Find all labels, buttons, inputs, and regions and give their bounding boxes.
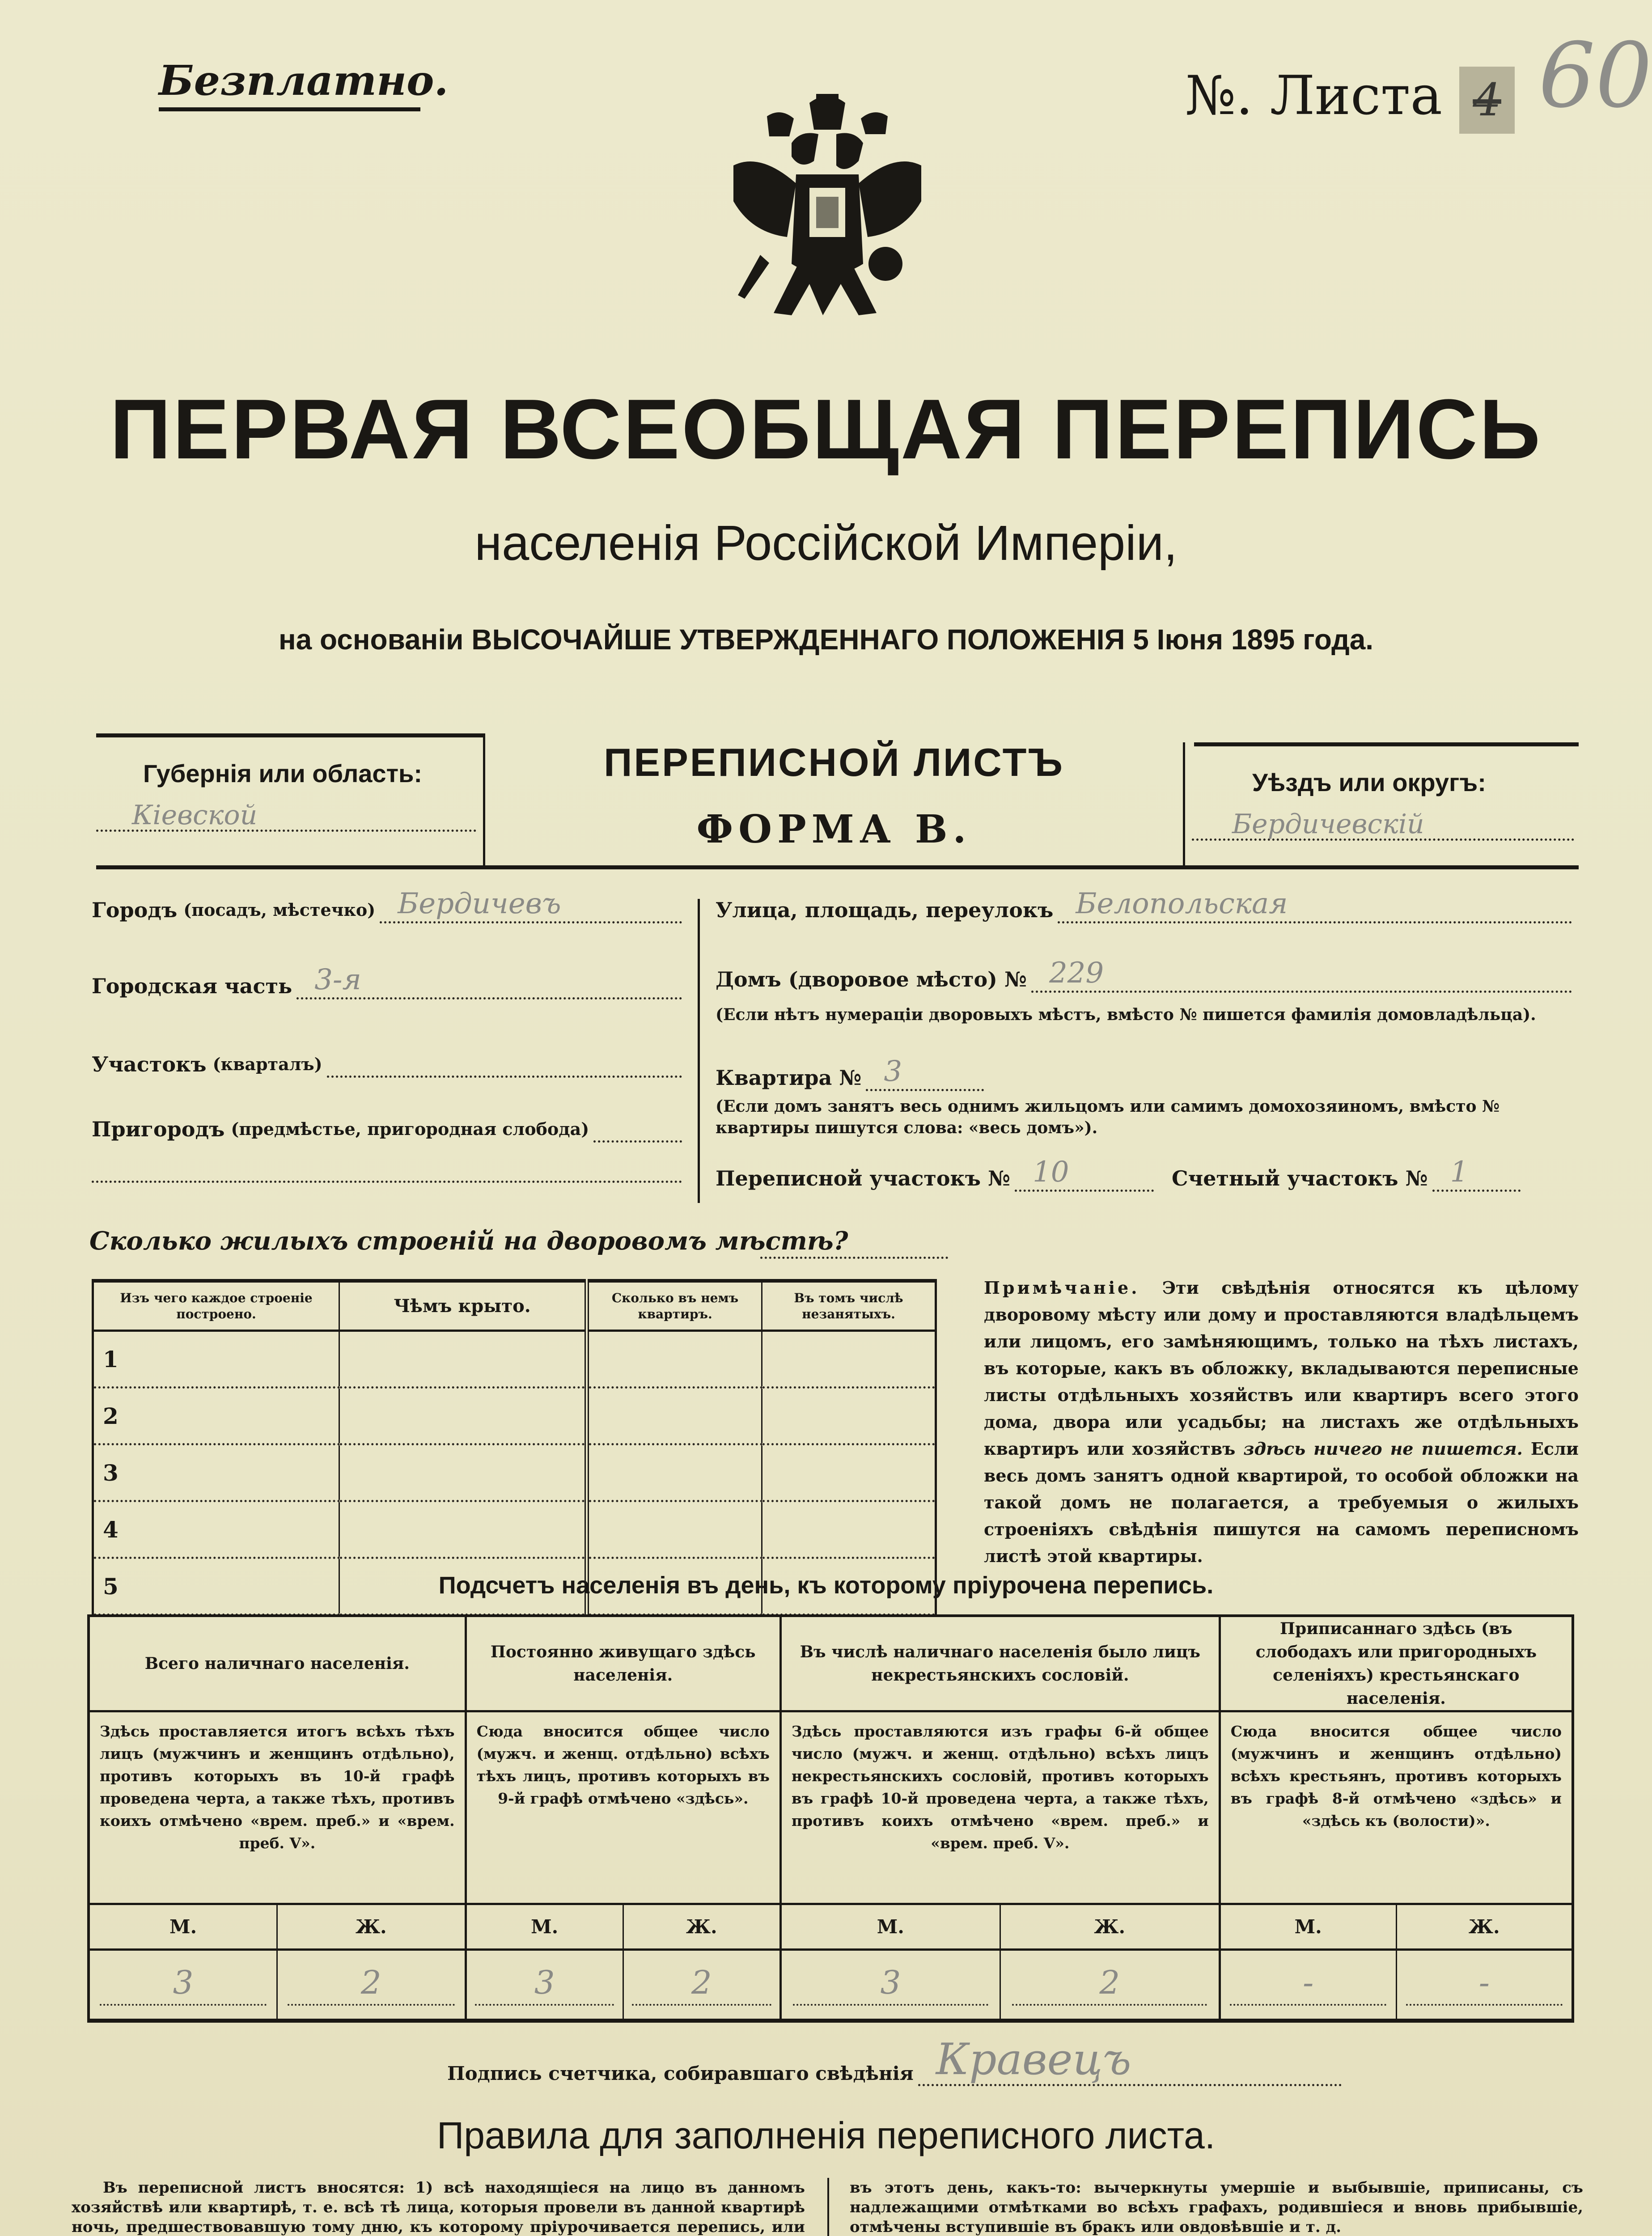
count-district-label: Счетный участокъ № (1172, 1166, 1428, 1190)
table-cell[interactable] (339, 1331, 587, 1388)
male-header: М. (89, 1904, 277, 1950)
suburb-extra-line[interactable] (92, 1176, 682, 1183)
suburb-hint: (предмѣстье, пригородная слобода) (231, 1119, 589, 1139)
table-cell[interactable] (587, 1444, 762, 1501)
count-district-value: 1 (1450, 1156, 1469, 1189)
guberniya-label: Губернія или область: (143, 759, 423, 788)
pop-desc-peasant: Сюда вносится общее число (мужчинъ и женщинъ отдѣльно) всѣхъ крестьянъ, противъ которыхъ въ графѣ 8-й отмѣчено «здѣсь» и «здѣсь къ (волости)». (1220, 1711, 1573, 1904)
buildings-col-vacant: Въ томъ числѣ незанятыхъ. (762, 1281, 936, 1331)
free-underline (159, 107, 420, 111)
rule (1194, 742, 1579, 746)
count-district-input[interactable] (1432, 1156, 1521, 1192)
table-cell[interactable] (587, 1331, 762, 1388)
rules-right-column (850, 2178, 1583, 2236)
city-value: Бердичевъ (398, 887, 561, 920)
district-field[interactable] (92, 963, 682, 999)
peasant-male-cell[interactable] (1220, 1950, 1396, 2021)
street-field[interactable] (716, 887, 1572, 923)
block-field[interactable] (92, 1049, 682, 1078)
city-field[interactable] (92, 887, 682, 923)
male-header: М. (466, 1904, 623, 1950)
apartment-note: (Если домъ занятъ весь однимъ жильцомъ или самимъ домохозяиномъ, вмѣсто № квартиры пишутся слова: «весь домъ»). (716, 1097, 1500, 1137)
rule (698, 899, 700, 1203)
table-cell[interactable] (339, 1444, 587, 1501)
street-value: Белопольская (1076, 887, 1288, 920)
enumerator-signature-field[interactable] (447, 2034, 1342, 2086)
total-male-value: 3 (100, 1964, 267, 2006)
uezd-value: Бердичевскій (1232, 809, 1424, 840)
total-female-value: 2 (288, 1964, 455, 2006)
pop-desc-permanent: Сюда вносится общее число (мужч. и женщ. отдѣльно) всѣхъ тѣхъ лицъ, противъ которыхъ въ 9-й графѣ отмѣчено «здѣсь». (466, 1711, 780, 1904)
guberniya-field[interactable] (96, 800, 476, 832)
district-input[interactable] (297, 963, 682, 999)
block-label: Участокъ (92, 1052, 207, 1076)
sheet-number-old-value: 4 (1459, 67, 1515, 134)
apartment-field[interactable] (716, 1055, 984, 1091)
pop-head-peasant: Приписаннаго здѣсь (въ слободахъ или пригородныхъ селеніяхъ) крестьянскаго населенія. (1220, 1616, 1573, 1711)
nonpeasant-male-value: 3 (793, 1964, 988, 2006)
signature-input[interactable] (918, 2034, 1342, 2086)
note-text-2: Если весь домъ занятъ одной квартирой, то особой обложки на такой домъ не полагается, а требуемыя о жилыхъ строеніяхъ свѣдѣнія пишутся на самомъ переписномъ листѣ этой квартиры. (984, 1439, 1579, 1566)
table-cell[interactable] (339, 1388, 587, 1444)
census-district-field[interactable] (716, 1156, 1154, 1192)
row-number: 5 (93, 1558, 339, 1615)
row-number: 4 (93, 1501, 339, 1558)
sheet-number-handwritten: 60 (1538, 24, 1652, 128)
street-input[interactable] (1058, 887, 1572, 923)
table-cell[interactable] (339, 1501, 587, 1558)
male-header: М. (1220, 1904, 1396, 1950)
suburb-input[interactable] (593, 1114, 682, 1143)
female-header: Ж. (277, 1904, 466, 1950)
count-district-field[interactable] (1172, 1156, 1521, 1192)
pop-head-permanent: Постоянно живущаго здѣсь населенія. (466, 1616, 780, 1711)
block-input[interactable] (327, 1049, 682, 1078)
house-label: Домъ (дворовое мѣсто) № (716, 967, 1027, 991)
apartment-label: Квартира № (716, 1066, 862, 1090)
house-field[interactable] (716, 957, 1572, 993)
note-heading: Примѣчаніе. (984, 1278, 1140, 1298)
uezd-field[interactable] (1192, 809, 1574, 841)
apartment-value: 3 (884, 1055, 902, 1088)
rules-paragraph: въ этотъ день, какъ-то: вычеркнуты умершіе и выбывшіе, приписаны, съ надлежащими отмѣтками во всѣхъ графахъ, родившіеся и вновь прибывшіе, отмѣчены вступившіе въ бракъ или овдовѣвшіе и т. д. (850, 2179, 1583, 2236)
nonpeasant-male-cell[interactable] (780, 1950, 1000, 2021)
permanent-female-cell[interactable] (623, 1950, 780, 2021)
city-input[interactable] (380, 887, 682, 923)
note-paragraph (984, 1275, 1579, 1570)
legal-basis: на основаніи ВЫСОЧАЙШЕ УТВЕРЖДЕННАГО ПОЛОЖЕНІЯ 5 Іюня 1895 года. (278, 623, 1374, 656)
table-cell[interactable] (762, 1331, 936, 1388)
row-number: 1 (93, 1331, 339, 1388)
suburb-label: Пригородъ (92, 1117, 225, 1141)
uezd-label: Уѣздъ или округъ: (1252, 768, 1486, 796)
census-district-value: 10 (1033, 1156, 1069, 1189)
census-district-input[interactable] (1015, 1156, 1154, 1192)
house-value: 229 (1049, 957, 1104, 990)
row-number: 2 (93, 1388, 339, 1444)
guberniya-value: Кіевской (132, 800, 258, 831)
population-title: Подсчетъ населенія въ день, къ которому пріурочена перепись. (438, 1572, 1214, 1599)
page-subtitle: населенія Россійской Имперіи, (474, 516, 1178, 571)
buildings-answer-input[interactable] (760, 1252, 948, 1259)
rule (1183, 742, 1185, 868)
street-label: Улица, площадь, переулокъ (716, 898, 1054, 922)
rule (483, 733, 485, 868)
male-header: М. (780, 1904, 1000, 1950)
table-cell[interactable] (587, 1388, 762, 1444)
sheet-number (1185, 63, 1515, 134)
buildings-col-apartments: Сколько въ немъ квартиръ. (587, 1281, 762, 1331)
page-title: ПЕРВАЯ ВСЕОБЩАЯ ПЕРЕПИСЬ (110, 382, 1542, 477)
suburb-field[interactable] (92, 1114, 682, 1143)
table-row (93, 1444, 936, 1501)
female-header: Ж. (623, 1904, 780, 1950)
female-header: Ж. (1396, 1904, 1573, 1950)
pop-desc-total: Здѣсь проставляется итогъ всѣхъ тѣхъ лицъ (мужчинъ и женщинъ отдѣльно), противъ которыхъ въ 10-й графѣ проведена черта, а также тѣхъ, противъ коихъ отмѣчено «врем. преб.» и «врем. преб. V». (89, 1711, 466, 1904)
rules-left-column (72, 2178, 805, 2236)
signature-label: Подпись счетчика, собиравшаго свѣдѣнія (447, 2062, 914, 2084)
note-text: Эти свѣдѣнія относятся къ цѣлому дворовому мѣсту или дому и проставляются владѣльцемъ или лицомъ, его замѣняющимъ, только на тѣхъ листахъ, въ которые, какъ въ обложку, вкладываются переписные листы отдѣльныхъ хозяйствъ или квартиръ всего этого дома, двора или усадьбы; на листахъ же отдѣльныхъ квартиръ или хозяйствъ (984, 1278, 1579, 1459)
table-cell[interactable] (762, 1444, 936, 1501)
free-of-charge-label: Безплатно. (159, 56, 449, 105)
rule (96, 865, 1579, 869)
city-hint: (посадъ, мѣстечко) (183, 900, 376, 920)
form-subtitle: ФОРМА В. (696, 807, 972, 852)
imperial-eagle-emblem-icon (724, 85, 930, 322)
apartment-input[interactable] (866, 1055, 984, 1091)
permanent-male-cell[interactable] (466, 1950, 623, 2021)
permanent-male-value: 3 (475, 1964, 614, 2006)
buildings-table (92, 1279, 937, 1616)
buildings-col-roof: Чѣмъ крыто. (339, 1281, 587, 1331)
table-row (93, 1388, 936, 1444)
table-row (93, 1501, 936, 1558)
rules-title: Правила для заполненія переписного листа. (436, 2114, 1216, 2156)
city-label: Городъ (92, 898, 178, 922)
house-input[interactable] (1031, 957, 1572, 993)
table-cell[interactable] (762, 1501, 936, 1558)
total-male-cell[interactable] (89, 1950, 277, 2021)
buildings-question: Сколько жилыхъ строеній на дворовомъ мѣстѣ? (89, 1226, 848, 1256)
peasant-female-cell[interactable] (1396, 1950, 1573, 2021)
peasant-female-value: - (1406, 1964, 1563, 2006)
rule (96, 733, 483, 737)
buildings-col-material: Изъ чего каждое строеніе построено. (93, 1281, 339, 1331)
block-hint: (кварталъ) (212, 1054, 322, 1074)
house-note: (Если нѣтъ нумераціи дворовыхъ мѣстъ, вмѣсто № пишется фамилія домовладѣльца). (716, 1005, 1536, 1024)
table-cell[interactable] (762, 1388, 936, 1444)
pop-desc-nonpeasant: Здѣсь проставляются изъ графы 6-й общее число (мужч. и женщ. отдѣльно) всѣхъ лицъ некрестьянскихъ сословій, противъ которыхъ въ графѣ 10-й проведена черта, а также тѣхъ, противъ коихъ отмѣчено «врем. преб.» и «врем. преб. V». (780, 1711, 1220, 1904)
rules-paragraph: Въ переписной листъ вносятся: 1) всѣ находящіеся на лицо въ данномъ хозяйствѣ или квартирѣ, т. е. всѣ тѣ лица, которыя провели въ данной квартирѣ ночь, предшествовавшую тому дню, къ которому пріурочивается перепись, или (72, 2179, 805, 2236)
census-district-label: Переписной участокъ № (716, 1166, 1011, 1190)
population-table (87, 1614, 1574, 2023)
signature-value: Кравецъ (936, 2034, 1131, 2084)
total-female-cell[interactable] (277, 1950, 466, 2021)
table-cell[interactable] (587, 1501, 762, 1558)
peasant-male-value: - (1230, 1964, 1386, 2006)
nonpeasant-female-cell[interactable] (1000, 1950, 1220, 2021)
note-italic: здѣсь ничего не пишется. (1243, 1439, 1523, 1459)
permanent-female-value: 2 (632, 1964, 771, 2006)
female-header: Ж. (1000, 1904, 1220, 1950)
form-title: ПЕРЕПИСНОЙ ЛИСТЪ (604, 740, 1064, 784)
nonpeasant-female-value: 2 (1012, 1964, 1207, 2006)
district-label: Городская часть (92, 974, 292, 998)
district-value: 3-я (314, 963, 361, 996)
pop-head-nonpeasant: Въ числѣ наличнаго населенія было лицъ некрестьянскихъ сословій. (780, 1616, 1220, 1711)
sheet-number-label: №. Листа (1185, 65, 1443, 127)
pop-head-total: Всего наличнаго населенія. (89, 1616, 466, 1711)
row-number: 3 (93, 1444, 339, 1501)
table-row (93, 1331, 936, 1388)
column-divider (827, 2178, 829, 2236)
